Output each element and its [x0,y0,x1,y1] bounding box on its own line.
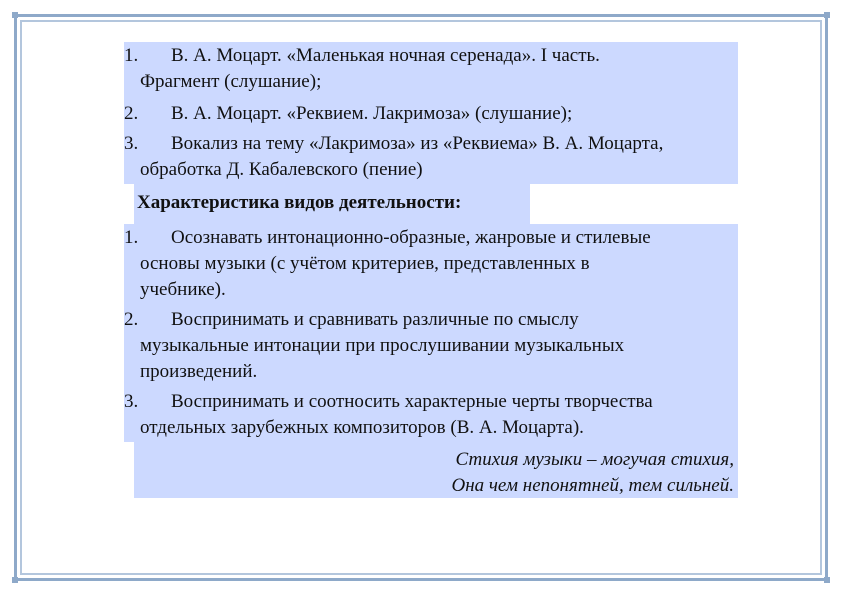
list-item-number: 2. [124,309,139,330]
list-item-number: 3. [124,133,139,154]
list-item-number: 1. [124,45,139,66]
epigraph-line: Она чем непонятней, тем сильней. [451,475,734,496]
list-item-text: отдельных зарубежных композиторов (В. А. Моцарта). [140,417,584,438]
list-item-text: Фрагмент (слушание); [140,71,322,92]
list-item-text: произведений. [140,361,258,382]
list-item-text: Вокализ на тему «Лакримоза» из «Реквиема» В. А. Моцарта, [171,133,664,154]
list-item-text: В. А. Моцарт. «Реквием. Лакримоза» (слушание); [171,103,573,124]
list-item-text: основы музыки (с учётом критериев, представленных в [140,253,590,274]
list-item-text: В. А. Моцарт. «Маленькая ночная серенада». I часть. [171,45,600,66]
list-item-text: Воспринимать и соотносить характерные черты творчества [171,391,653,412]
list-item-number: 3. [124,391,139,412]
list-item-text: учебнике). [140,279,226,300]
list-item-number: 2. [124,103,139,124]
list-item-text: Осознавать интонационно-образные, жанровые и стилевые [171,227,651,248]
list-item-text: музыкальные интонации при прослушивании музыкальных [140,335,625,356]
list-item-number: 1. [124,227,139,248]
list-item-text: обработка Д. Кабалевского (пение) [140,159,423,180]
list-item-text: Воспринимать и сравнивать различные по смыслу [171,309,579,330]
section-heading: Характеристика видов деятельности: [137,192,462,213]
epigraph-line: Стихия музыки – могучая стихия, [455,449,734,470]
